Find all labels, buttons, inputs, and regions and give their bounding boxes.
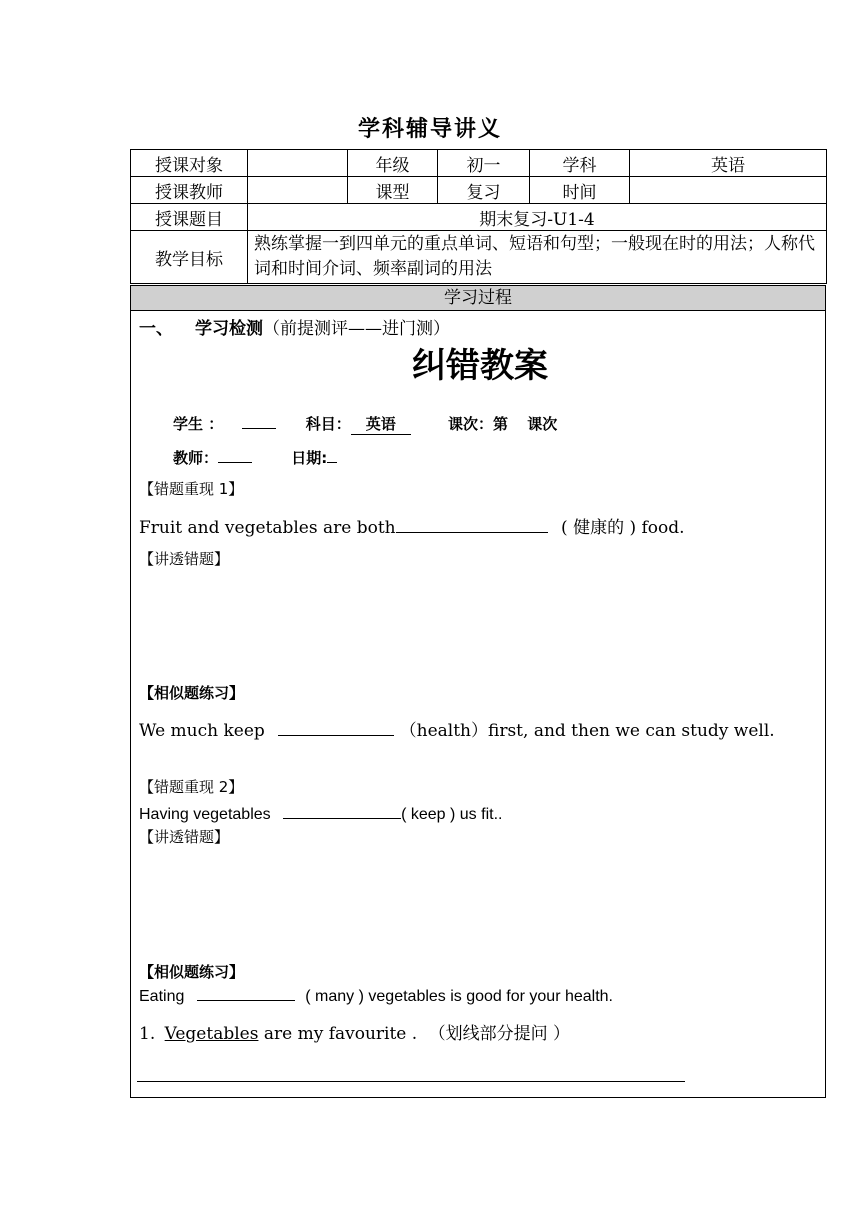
cell-grade: 初一 xyxy=(438,150,530,177)
cell-subject: 英语 xyxy=(630,150,827,177)
cell-teacher xyxy=(248,177,348,204)
exercise-item-1 xyxy=(139,1019,570,1044)
explain-tag-2: 【讲透错题】 xyxy=(139,828,230,846)
answer-blank[interactable] xyxy=(283,802,401,819)
section-heading xyxy=(139,314,450,339)
cell-type: 复习 xyxy=(438,177,530,204)
item-underlined-word: Vegetables xyxy=(164,1024,259,1044)
question-1 xyxy=(139,513,685,538)
subject-value: 英语 xyxy=(351,413,411,435)
cell-target xyxy=(248,150,348,177)
lesson-label: 课次：第 xyxy=(447,415,508,433)
similar-1-after: （health）first, and then we can study well. xyxy=(399,721,775,741)
similar-question-1 xyxy=(139,716,775,741)
cell-topic: 期末复习-U1-4 xyxy=(248,204,827,231)
cell-label-goal: 教学目标 xyxy=(131,231,248,284)
similar-tag-2: 【相似题练习】 xyxy=(139,963,245,981)
lesson-suffix: 课次 xyxy=(527,415,558,433)
answer-blank[interactable] xyxy=(278,719,394,736)
table-row xyxy=(131,177,827,204)
meta-line-1 xyxy=(173,413,557,435)
meta-line-2 xyxy=(173,447,337,468)
subject-label: 科目： xyxy=(305,415,351,433)
cell-label-grade: 年级 xyxy=(348,150,438,177)
item-text: are my favourite . xyxy=(263,1024,418,1044)
question-1-before: Fruit and vegetables are both xyxy=(139,518,396,538)
table-row xyxy=(131,204,827,231)
cell-label-time: 时间 xyxy=(530,177,630,204)
date-value xyxy=(327,462,337,463)
student-label: 学生 ： xyxy=(173,415,224,433)
cell-label-subject: 学科 xyxy=(530,150,630,177)
cell-time xyxy=(630,177,827,204)
date-label: 日期: xyxy=(291,449,328,467)
similar-2-after: ( many ) vegetables is good for your health. xyxy=(305,988,613,1005)
similar-1-before: We much keep xyxy=(139,721,265,741)
process-bar: 学习过程 xyxy=(130,285,826,311)
section-subtitle: （前提测评——进门测） xyxy=(263,319,450,339)
cell-label-target: 授课对象 xyxy=(131,150,248,177)
error-tag-2: 【错题重现 2】 xyxy=(139,778,244,796)
item-number: 1. xyxy=(139,1024,156,1044)
similar-question-2 xyxy=(139,984,613,1006)
lesson-info-table xyxy=(130,149,827,284)
item-hint: （划线部分提问 ） xyxy=(428,1024,570,1044)
similar-2-before: Eating xyxy=(139,988,185,1005)
cell-label-topic: 授课题目 xyxy=(131,204,248,231)
question-1-after: ( 健康的 ) food. xyxy=(561,518,685,538)
answer-blank[interactable] xyxy=(197,984,295,1001)
question-2-before: Having vegetables xyxy=(139,806,271,823)
table-row xyxy=(131,231,827,284)
similar-tag-1: 【相似题练习】 xyxy=(139,684,245,702)
cell-goal: 熟练掌握一到四单元的重点单词、短语和句型；一般现在时的用法；人称代词和时间介词、频率副词的用法 xyxy=(248,231,827,284)
answer-blank[interactable] xyxy=(396,516,548,533)
teacher-label: 教师： xyxy=(173,449,219,467)
answer-line[interactable] xyxy=(137,1081,685,1082)
cell-label-type: 课型 xyxy=(348,177,438,204)
error-tag-1: 【错题重现 1】 xyxy=(139,480,244,498)
worksheet-title: 纠错教案 xyxy=(412,346,548,386)
page-title: 学科辅导讲义 xyxy=(357,117,502,142)
explain-tag-1: 【讲透错题】 xyxy=(139,550,230,568)
student-value xyxy=(242,428,276,429)
table-row xyxy=(131,150,827,177)
section-title: 学习检测 xyxy=(195,319,263,339)
section-number: 一、 xyxy=(139,319,173,339)
teacher-value xyxy=(218,462,252,463)
question-2 xyxy=(139,802,502,824)
cell-label-teacher: 授课教师 xyxy=(131,177,248,204)
question-2-after: ( keep ) us fit.. xyxy=(401,806,503,823)
